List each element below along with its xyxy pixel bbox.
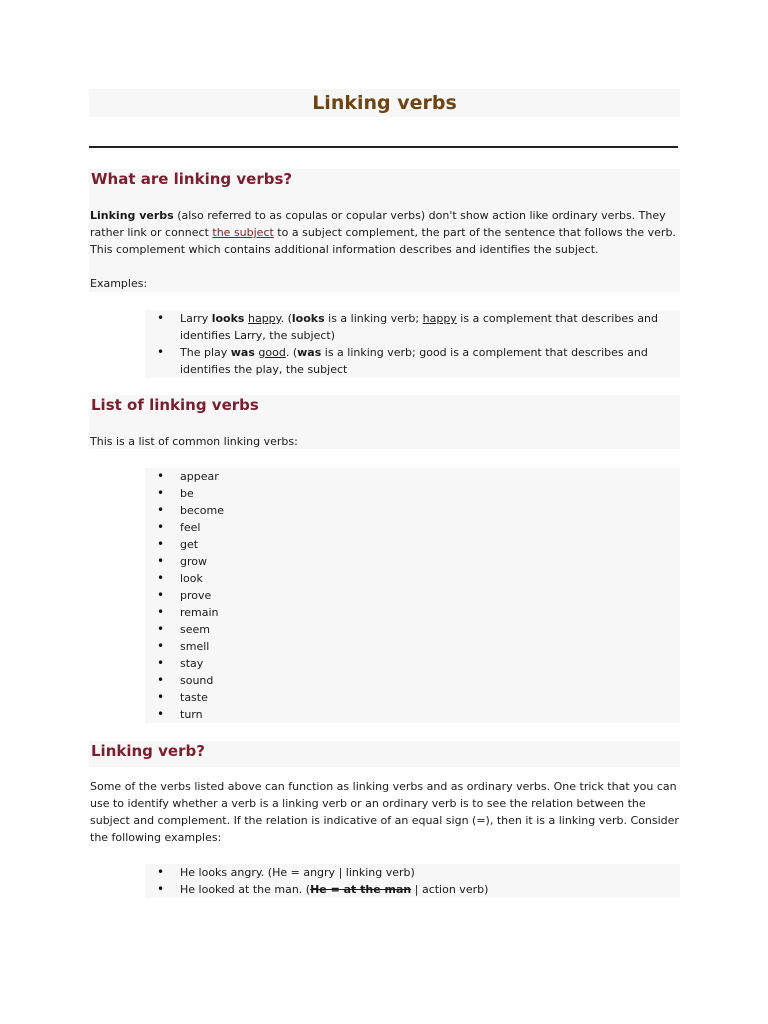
intro-text-part: (also referred to as copulas or copular verbs) don't show action like ordinary verbs. They rather link or connect	[90, 209, 666, 239]
section-linking-verb	[89, 741, 680, 767]
verb: looks	[211, 312, 245, 325]
text: He looked at the man. (	[180, 883, 311, 896]
list-item: • seem	[145, 621, 680, 638]
text: He looks angry. (He = angry | linking verb)	[180, 866, 415, 879]
list-item	[145, 881, 680, 898]
struck-relation: He = at the man	[310, 883, 412, 896]
list-item: • taste	[145, 689, 680, 706]
examples-list	[145, 310, 680, 378]
text: . (	[280, 312, 292, 325]
list-item: • turn	[145, 706, 680, 723]
trick-text: Some of the verbs listed above can function as linking verbs and as ordinary verbs. One trick that you can use to identify whether a verb is a linking verb or an ordinary verb is to see the relation between the subject and complement. If the relation is indicative of an equal sign (=), then it is a linking verb. Consider the following examples:	[90, 780, 679, 844]
list-item: • be	[145, 485, 680, 502]
list-item: • smell	[145, 638, 680, 655]
list-item	[145, 864, 680, 881]
section-list-of-linking-verbs	[89, 395, 680, 421]
list-item: • stay	[145, 655, 680, 672]
examples-label-text: Examples:	[90, 277, 148, 290]
verb: was	[297, 346, 322, 359]
text: is a linking verb; good is a complement that describes and identifies the play, the subject	[180, 346, 648, 376]
list-item: • prove	[145, 587, 680, 604]
section-heading: What are linking verbs?	[91, 170, 293, 188]
list-item: • remain	[145, 604, 680, 621]
list-item: • get	[145, 536, 680, 553]
section-heading: List of linking verbs	[91, 396, 259, 414]
section-what-are-linking-verbs	[89, 169, 680, 196]
list-item: • sound	[145, 672, 680, 689]
intro-text-part: to a subject complement, the part of the sentence that follows the verb. This complement which contains additional information describes and identifies the subject.	[90, 226, 676, 256]
linking-verbs-list	[145, 468, 680, 723]
the-subject-link[interactable]: the subject	[212, 226, 274, 239]
text: The play	[180, 346, 231, 359]
list-intro-paragraph	[89, 421, 680, 449]
intro-text	[90, 207, 680, 258]
list-item: • grow	[145, 553, 680, 570]
trick-paragraph	[89, 778, 680, 846]
text: is a linking verb;	[324, 312, 423, 325]
consider-examples-list	[145, 864, 680, 898]
complement: happy	[247, 312, 281, 325]
verb: was	[230, 346, 255, 359]
section-heading: Linking verb?	[91, 742, 205, 760]
complement: happy	[422, 312, 457, 325]
text: Larry	[180, 312, 212, 325]
text: | action verb)	[411, 883, 489, 896]
examples-label	[89, 275, 680, 292]
list-item: • become	[145, 502, 680, 519]
text: . (	[285, 346, 298, 359]
list-item: • feel	[145, 519, 680, 536]
complement: good	[258, 346, 286, 359]
list-intro-text: This is a list of common linking verbs:	[90, 435, 298, 448]
verb: looks	[291, 312, 325, 325]
title-band	[89, 89, 680, 117]
intro-bold-term: Linking verbs	[90, 209, 174, 222]
page-title: Linking verbs	[312, 92, 457, 114]
text: is a complement that describes and identifies Larry, the subject)	[180, 312, 659, 342]
list-item	[145, 310, 680, 344]
list-item	[145, 344, 680, 378]
title-divider	[89, 146, 678, 148]
list-item: • look	[145, 570, 680, 587]
list-item: • appear	[145, 468, 680, 485]
